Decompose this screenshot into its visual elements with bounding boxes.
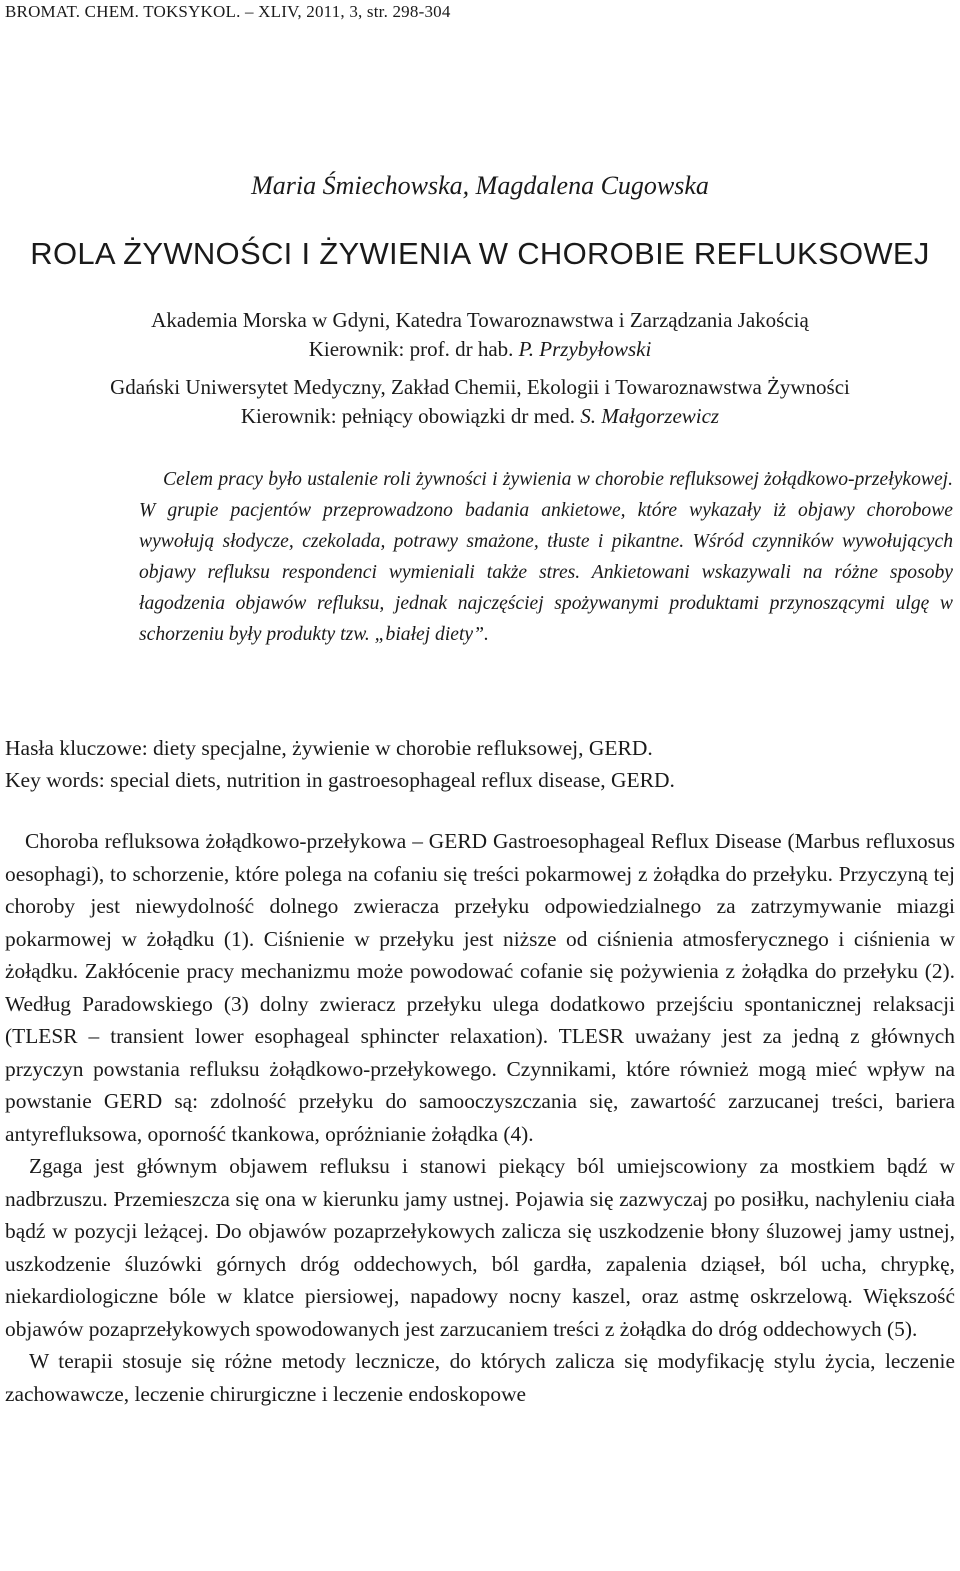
keywords-polish: Hasła kluczowe: diety specjalne, żywienie w chorobie refluksowej, GERD. (5, 736, 653, 760)
affiliation-1-head-name: P. Przybyłowski (518, 337, 652, 361)
affiliation-2-head (0, 404, 960, 429)
keywords-block (5, 732, 955, 796)
affiliation-1-head (0, 337, 960, 362)
affiliation-2-line: Gdański Uniwersytet Medyczny, Zakład Chemii, Ekologii i Towaroznawstwa Żywności (110, 375, 850, 399)
affiliation-2-head-prefix: Kierownik: pełniący obowiązki dr med. (240, 404, 581, 428)
affiliation-2-head-name: S. Małgorzewicz (580, 404, 720, 428)
body-paragraph: Choroba refluksowa żołądkowo-przełykowa – GERD Gastroesophageal Reflux Disease (Marbus refluxosus oesophagi), to schorzenie, które polega na cofaniu się treści pokarmowej z żołądka do przełyku. Przyczyną tej choroby jest niewydolność dolnego zwieracza przełyku odpowiedzialnego za zatrzymywanie miazgi pokarmowej w żołądku (1). Ciśnienie w przełyku jest niższe od ciśnienia atmosferycznego i ciśnienia w żołądku. Zakłócenie pracy mechanizmu może powodować cofanie się pożywienia z żołądka do przełyku (2). Według Paradowskiego (3) dolny zwieracz przełyku ulega dodatkowo przejściu spontanicznej relaksacji (TLESR – transient lower esophageal sphincter relaxation). TLESR uważany jest za jedną z głównych przyczyn powstania refluksu żołądkowo-przełykowego. Czynnikami, które również mogą mieć wpływ na powstanie GERD są: zdolność przełyku do samooczyszczania się, zawartość zarzucanej treści, bariera antyrefluksowa, oporność tkankowa, opróżnianie żołądka (4). (5, 829, 955, 1146)
article-title: ROLA ŻYWNOŚCI I ŻYWIENIA W CHOROBIE REFLUKSOWEJ (30, 236, 930, 271)
body-paragraph: W terapii stosuje się różne metody lecznicze, do których zalicza się modyfikację stylu życia, leczenie zachowawcze, leczenie chirurgiczne i leczenie endoskopowe (5, 1349, 955, 1406)
body-text (5, 825, 955, 1410)
abstract: Celem pracy było ustalenie roli żywności i żywienia w chorobie refluksowej żołądkowo-przełykowej. W grupie pacjentów przeprowadzono badania ankietowe, które wykazały iż objawy chorobowe wywołują słodycze, czekolada, potrawy smażone, tłuste i pikantne. Wśród czynników wywołujących objawy refluksu respondenci wymieniali także stres. Ankietowani wskazywali na różne sposoby łagodzenia objawów refluksu, jednak najczęściej spożywanymi produktami przynoszącymi ulgę w schorzeniu były produkty tzw. „białej diety”. (139, 469, 953, 645)
affiliation-1-line: Akademia Morska w Gdyni, Katedra Towaroznawstwa i Zarządzania Jakością (151, 308, 809, 332)
article-authors: Maria Śmiechowska, Magdalena Cugowska (251, 171, 709, 200)
body-paragraph: Zgaga jest głównym objawem refluksu i stanowi piekący ból umiejscowiony za mostkiem bądź w nadbrzuszu. Przemieszcza się ona w kierunku jamy ustnej. Pojawia się zazwyczaj po posiłku, nachyleniu ciała bądź w pozycji leżącej. Do objawów pozaprzełykowych zalicza się uszkodzenie błony śluzowej jamy ustnej, uszkodzenie śluzówki górnych dróg oddechowych, ból gardła, zapalenia dziąseł, ból ucha, chrypkę, niekardiologiczne bóle w klatce piersiowej, napadowy nocny kaszel, oraz astmę oskrzelową. Większość objawów pozaprzełykowych spowodowanych jest zarzucaniem treści z żołądka do dróg oddechowych (5). (5, 1154, 955, 1341)
running-header: BROMAT. CHEM. TOKSYKOL. – XLIV, 2011, 3, str. 298-304 (5, 2, 451, 21)
keywords-english: Key words: special diets, nutrition in gastroesophageal reflux disease, GERD. (5, 768, 675, 792)
affiliation-1-head-prefix: Kierownik: prof. dr hab. (308, 337, 519, 361)
